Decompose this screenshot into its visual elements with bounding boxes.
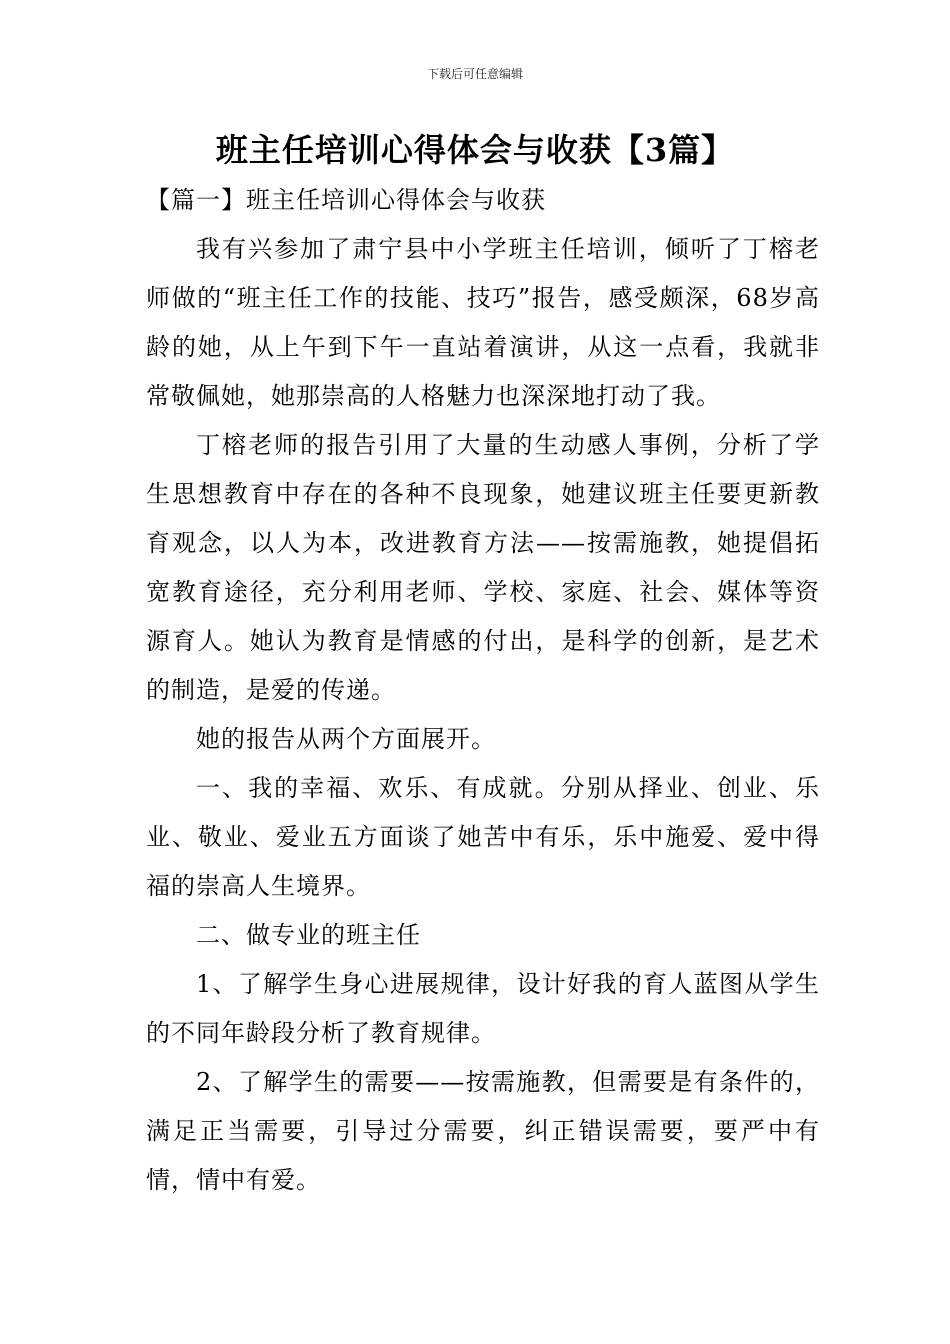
section-heading: 【篇一】班主任培训心得体会与收获: [146, 186, 546, 214]
paragraph-1: 我有兴参加了肃宁县中小学班主任培训，倾听了丁榕老师做的“班主任工作的技能、技巧”报告，感受颇深，68岁高龄的她，从上午到下午一直站着演讲，从这一点看，我就非常敬佩她，她那崇高的人格魅力也深深地打动了我。: [146, 235, 820, 410]
header-note: 下载后可任意编辑: [426, 67, 523, 81]
document-title: 班主任培训心得体会与收获【3篇】: [215, 131, 735, 169]
paragraph-2: 丁榕老师的报告引用了大量的生动感人事例，分析了学生思想教育中存在的各种不良现象，她建议班主任要更新教育观念，以人为本，改进教育方法——按需施教，她提倡拓宽教育途径，充分利用老师、学校、家庭、社会、媒体等资源育人。她认为教育是情感的付出，是科学的创新，是艺术的制造，是爱的传递。: [146, 431, 820, 704]
paragraph-4: 一、我的幸福、欢乐、有成就。分别从择业、创业、乐业、敬业、爱业五方面谈了她苦中有乐，乐中施爱、爱中得福的崇高人生境界。: [146, 774, 820, 900]
document-body: [146, 176, 820, 1205]
paragraph-5: 二、做专业的班主任: [196, 921, 421, 949]
paragraph-7: 2、了解学生的需要——按需施教，但需要是有条件的，满足正当需要，引导过分需要，纠正错误需要，要严中有情，情中有爱。: [146, 1068, 820, 1194]
paragraph-3: 她的报告从两个方面展开。: [196, 725, 496, 753]
paragraph-6: 1、了解学生身心进展规律，设计好我的育人蓝图从学生的不同年龄段分析了教育规律。: [146, 970, 820, 1047]
